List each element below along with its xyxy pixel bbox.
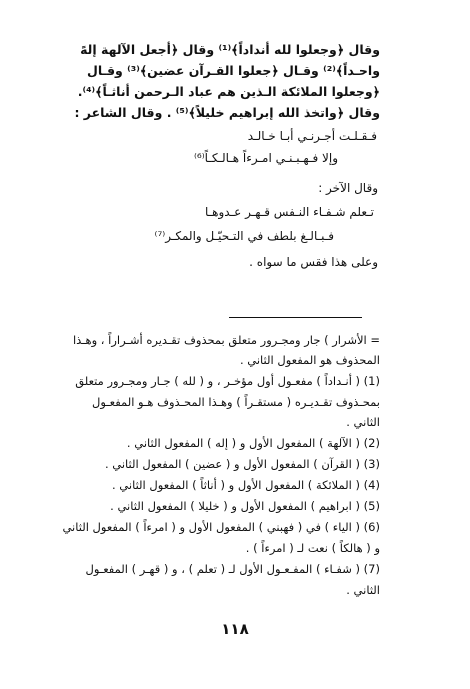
poem2-intro: وقال الآخر : (318, 181, 378, 195)
poem1-line-1: فـقـلـت أجـرنـي أبـا خـالـد (247, 129, 377, 143)
footnote-line-1: = الأشرار ) جار ومجـرور متعلق بمحذوف تقـديره أشـراراً ، وهـذا (72, 333, 380, 347)
footnote-separator (229, 317, 362, 318)
body-line-3: ﴿وجعلوا الملائكة الـذين هم عباد الـرحمن أناثـاً﴾⁽⁴⁾. (77, 84, 380, 99)
footnote-line-8: (4) ( الملائكة ) المفعول الأول و ( أناثاً ) المفعول الثاني . (111, 478, 380, 492)
footnote-line-12: (7) ( شفـاء ) المفـعـول الأول لـ ( تعلم ) ، و ( قهـر ) المفعـول (85, 562, 380, 576)
footnote-line-11: و ( هالكاً ) نعت لـ ( امرءاً ) . (245, 541, 380, 555)
footnote-line-4: بمحـذوف تقـديـره ( مستقـراً ) وهـذا المحـذوف هـو المفعـول (92, 395, 380, 409)
body-line-4: وقال ﴿واتخذ الله إبراهيم خليلاً﴾⁽⁵⁾ . وقال الشاعر : (74, 105, 380, 120)
footnote-line-6: (2) ( الآلهة ) المفعول الأول و ( إله ) المفعول الثاني . (126, 436, 380, 450)
page-number: ١١٨ (221, 620, 249, 638)
poem2-line-1: تـعلم شـفـاء النـفس قـهـر عـدوهـا (204, 205, 374, 219)
poem2-line-2: فـبـالـغ بلطف في التـحيّـل والمكـر⁽⁷⁾ (154, 229, 334, 243)
footnote-line-7: (3) ( القرآن ) المفعول الأول و ( عضين ) المفعول الثاني . (104, 457, 380, 471)
footnote-line-3: (1) ( أنـداداً ) مفعـول أول مؤخـر ، و ( لله ) جـار ومجـرور متعلق (75, 374, 380, 388)
body-line-2: واحـداً﴾⁽²⁾ وقـال ﴿جعلوا القـرآن عضين﴾⁽³⁾ وقـال (87, 63, 380, 78)
poem1-line-2: وإلا فـهـبـنـي امـرءاً هـالـكـاً⁽⁶⁾ (193, 151, 338, 165)
footnote-line-10: (6) ( الياء ) في ( فهبني ) المفعول الأول و ( امرءاً ) المفعول الثاني (62, 520, 380, 534)
closing-line: وعلى هذا فقس ما سواه . (249, 255, 378, 269)
footnote-line-2: المحذوف هو المفعول الثاني . (239, 353, 380, 367)
footnote-line-9: (5) ( ابراهيم ) المفعول الأول و ( خليلا ) المفعول الثاني . (110, 499, 380, 513)
footnote-line-5: الثاني . (346, 415, 380, 429)
footnote-line-13: الثاني . (346, 583, 380, 597)
body-line-1: وقال ﴿وجعلوا لله أنداداً﴾⁽¹⁾ وقال ﴿أجعل الآلهة إلهً (80, 42, 380, 57)
